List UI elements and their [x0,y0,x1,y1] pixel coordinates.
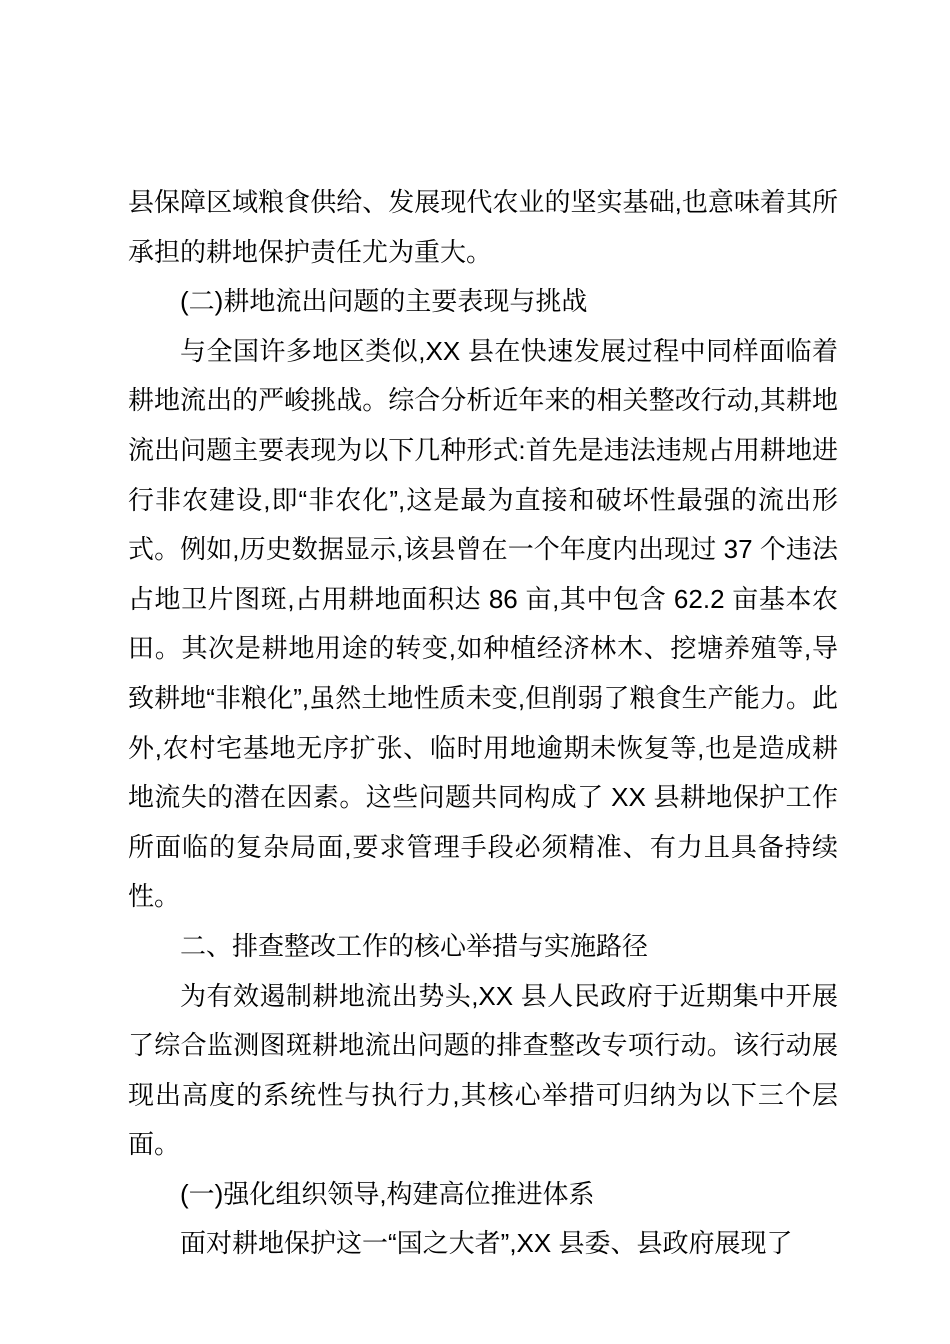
heading-part-2: 二、排查整改工作的核心举措与实施路径 [180,930,649,961]
text-content [128,178,838,1269]
paragraph-leadership: 面对耕地保护这一“国之大者”,XX 县委、县政府展现了 [180,1228,793,1259]
paragraph-challenges: 与全国许多地区类似,XX 县在快速发展过程中同样面临着耕地流出的严峻挑战。综合分析近年来的相关整改行动,其耕地流出问题主要表现为以下几种形式:首先是违法违规占用耕地进行非农建设,即“非农化”,这是最为直接和破坏性最强的流出形式。例如,历史数据显示,该县曾在一个年度内出现过 37 个违法占地卫片图斑,占用耕地面积达 86 亩,其中包含 62.2 亩基本农田。其次是耕地用途的转变,如种植经济林木、挖塘养殖等,导致耕地“非粮化”,虽然土地性质未变,但削弱了粮食生产能力。此外,农村宅基地无序扩张、临时用地逾期未恢复等,也是造成耕地流失的潜在因素。这些问题共同构成了 XX 县耕地保护工作所面临的复杂局面,要求管理手段必须精准、有力且具备持续性。 [128,335,838,912]
paragraph-measures-intro: 为有效遏制耕地流出势头,XX 县人民政府于近期集中开展了综合监测图斑耕地流出问题的排查整改专项行动。该行动展现出高度的系统性与执行力,其核心举措可归纳为以下三个层面。 [128,980,838,1160]
paragraph-continuation: 县保障区域粮食供给、发展现代农业的坚实基础,也意味着其所承担的耕地保护责任尤为重大。 [128,187,838,267]
subheading-section-2: (二)耕地流出问题的主要表现与挑战 [180,286,588,317]
subheading-section-1: (一)强化组织领导,构建高位推进体系 [180,1178,595,1209]
